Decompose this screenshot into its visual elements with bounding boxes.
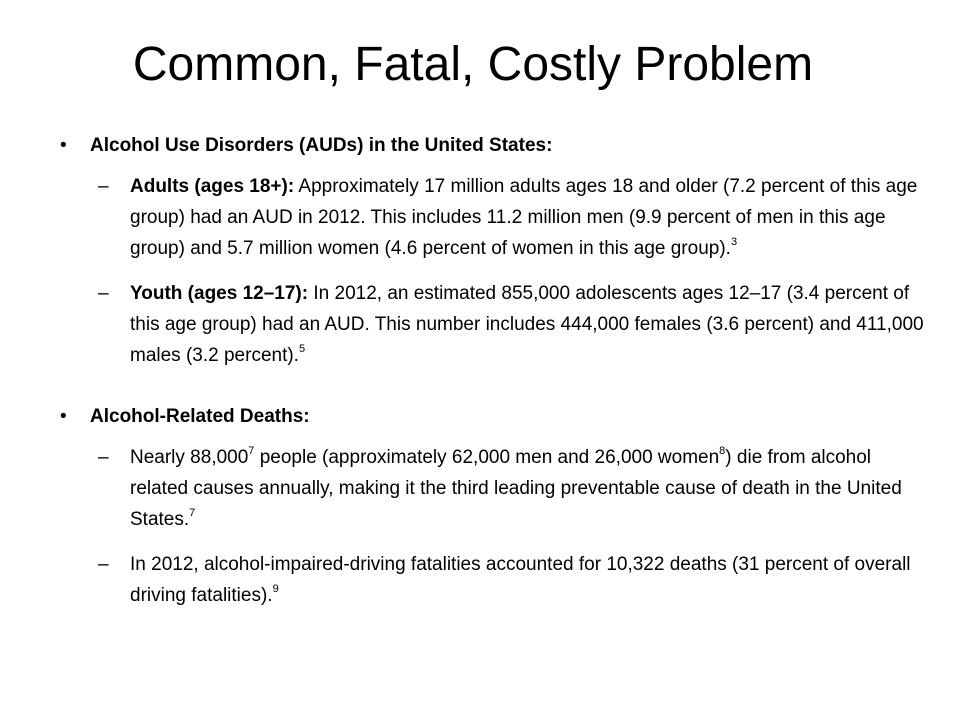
driving-text: In 2012, alcohol-impaired-driving fatalities accounted for 10,322 deaths (31 percent of overall driving fatalities). <box>130 554 911 606</box>
bullet-icon: • <box>60 406 67 427</box>
dash-icon: – <box>98 176 109 197</box>
deaths-footnote-ref-1: 7 <box>248 444 255 457</box>
deaths-heading-text: Alcohol-Related Deaths: <box>90 406 310 427</box>
driving-footnote-ref: 9 <box>272 582 279 595</box>
youth-footnote-ref: 5 <box>298 342 306 355</box>
slide-body <box>52 130 932 611</box>
youth-lead: Youth (ages 12–17): <box>130 283 309 304</box>
slide-title: Common, Fatal, Costly Problem <box>132 38 814 91</box>
adults-lead: Adults (ages 18+): <box>130 176 295 197</box>
aud-heading-text: Alcohol Use Disorders (AUDs) in the United States: <box>90 135 553 156</box>
deaths-text-2: people (approximately 62,000 men and 26,000 women <box>254 447 720 468</box>
adults-footnote-ref: 3 <box>730 235 738 248</box>
youth-text: In 2012, an estimated 855,000 adolescents ages 12–17 (3.4 percent of this age group) had an AUD. This number includes 444,000 females (3.6 percent) and 411,000 males (3.2 percent). <box>130 283 924 366</box>
dash-icon: – <box>98 447 109 468</box>
deaths-footnote-ref-3: 7 <box>189 506 196 519</box>
deaths-footnote-ref-2: 8 <box>719 444 726 457</box>
bullet-icon: • <box>60 135 67 156</box>
adults-text: Approximately 17 million adults ages 18 and older (7.2 percent of this age group) had an AUD in 2012. This includes 11.2 million men (9.9 percent of men in this age group) and 5.7 million women (4.6 percent of women in this age group). <box>130 176 918 259</box>
bullet-deaths-heading <box>52 401 932 432</box>
deaths-text-1: Nearly 88,000 <box>130 447 249 468</box>
dash-icon: – <box>98 283 109 304</box>
sub-bullet-deaths <box>52 442 932 535</box>
deaths-text-3: ) die from alcohol related causes annually, making it the third leading preventable cause of death in the United States. <box>130 447 902 530</box>
sub-bullet-adults <box>52 171 932 264</box>
bullet-aud-heading <box>52 130 932 161</box>
sub-bullet-driving <box>52 549 932 611</box>
dash-icon: – <box>98 554 109 575</box>
sub-bullet-youth <box>52 278 932 371</box>
